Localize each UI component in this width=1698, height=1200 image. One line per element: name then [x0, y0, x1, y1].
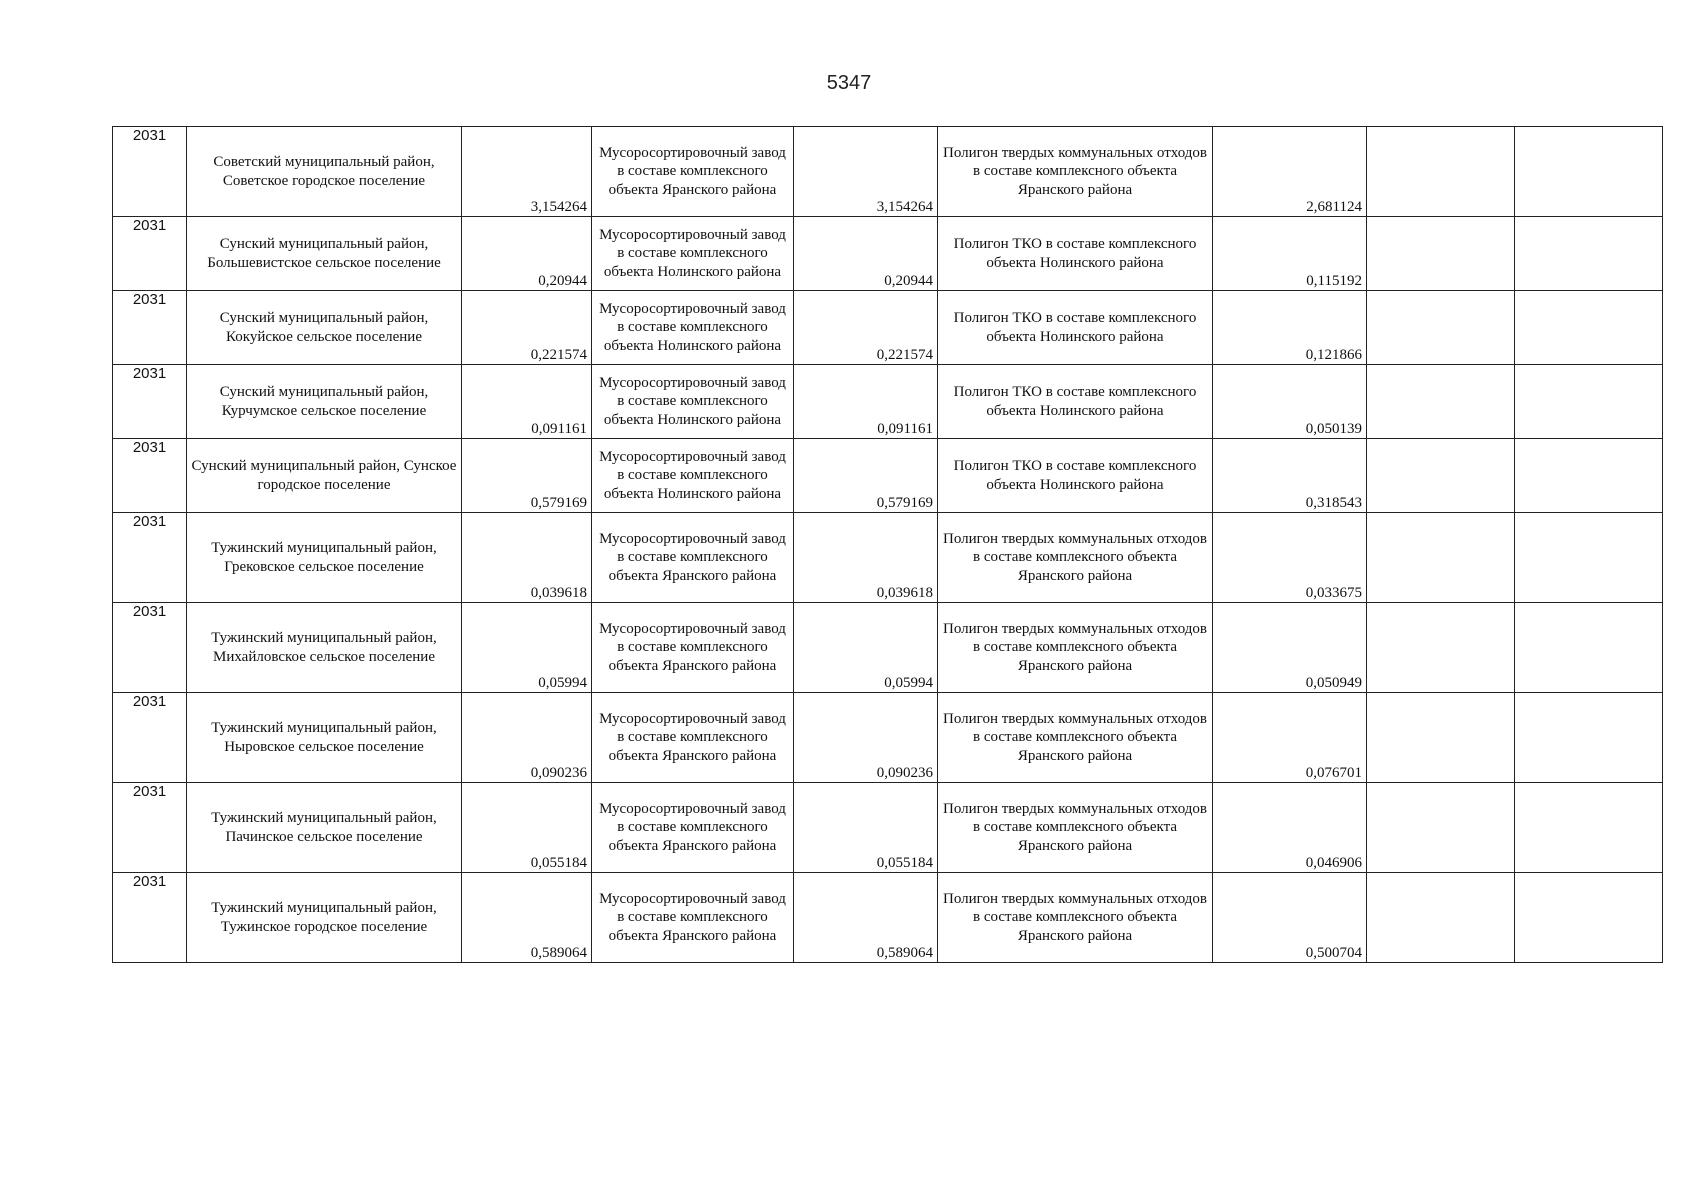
municipality-cell: Тужинский муниципальный район, Тужинское городское поселение: [187, 873, 462, 963]
volume-received-cell: 0,055184: [794, 783, 938, 873]
empty-cell: [1515, 513, 1663, 603]
year-cell: 2031: [113, 603, 187, 693]
empty-cell: [1515, 439, 1663, 513]
empty-cell: [1367, 127, 1515, 217]
volume-received-cell: 3,154264: [794, 127, 938, 217]
sorting-facility-cell: Мусоросортировочный завод в составе комплексного объекта Яранского района: [592, 693, 794, 783]
municipality-cell: Сунский муниципальный район, Курчумское сельское поселение: [187, 365, 462, 439]
year-cell: 2031: [113, 783, 187, 873]
waste-flow-table: [112, 126, 1663, 963]
empty-cell: [1367, 783, 1515, 873]
sorting-facility-cell: Мусоросортировочный завод в составе комплексного объекта Яранского района: [592, 783, 794, 873]
volume-landfill-cell: 2,681124: [1213, 127, 1367, 217]
landfill-facility-cell: Полигон твердых коммунальных отходов в составе комплексного объекта Яранского района: [938, 873, 1213, 963]
municipality-cell: Советский муниципальный район, Советское городское поселение: [187, 127, 462, 217]
year-cell: 2031: [113, 365, 187, 439]
sorting-facility-cell: Мусоросортировочный завод в составе комплексного объекта Нолинского района: [592, 439, 794, 513]
table-row: [113, 873, 1663, 963]
sorting-facility-cell: Мусоросортировочный завод в составе комплексного объекта Нолинского района: [592, 291, 794, 365]
municipality-cell: Тужинский муниципальный район, Грековское сельское поселение: [187, 513, 462, 603]
empty-cell: [1367, 873, 1515, 963]
table-row: [113, 603, 1663, 693]
table-row: [113, 693, 1663, 783]
volume-landfill-cell: 0,318543: [1213, 439, 1367, 513]
table-row: [113, 291, 1663, 365]
year-cell: 2031: [113, 873, 187, 963]
volume-sorting-cell: 0,039618: [462, 513, 592, 603]
municipality-cell: Сунский муниципальный район, Большевистское сельское поселение: [187, 217, 462, 291]
volume-landfill-cell: 0,076701: [1213, 693, 1367, 783]
sorting-facility-cell: Мусоросортировочный завод в составе комплексного объекта Яранского района: [592, 873, 794, 963]
table-row: [113, 439, 1663, 513]
year-cell: 2031: [113, 693, 187, 783]
municipality-cell: Сунский муниципальный район, Сунское городское поселение: [187, 439, 462, 513]
volume-landfill-cell: 0,121866: [1213, 291, 1367, 365]
volume-received-cell: 0,091161: [794, 365, 938, 439]
empty-cell: [1515, 291, 1663, 365]
municipality-cell: Тужинский муниципальный район, Ныровское сельское поселение: [187, 693, 462, 783]
volume-sorting-cell: 0,589064: [462, 873, 592, 963]
volume-received-cell: 0,039618: [794, 513, 938, 603]
volume-landfill-cell: 0,500704: [1213, 873, 1367, 963]
volume-sorting-cell: 0,579169: [462, 439, 592, 513]
empty-cell: [1515, 783, 1663, 873]
sorting-facility-cell: Мусоросортировочный завод в составе комплексного объекта Яранского района: [592, 603, 794, 693]
landfill-facility-cell: Полигон ТКО в составе комплексного объекта Нолинского района: [938, 291, 1213, 365]
volume-landfill-cell: 0,033675: [1213, 513, 1367, 603]
landfill-facility-cell: Полигон твердых коммунальных отходов в составе комплексного объекта Яранского района: [938, 693, 1213, 783]
volume-landfill-cell: 0,115192: [1213, 217, 1367, 291]
volume-sorting-cell: 0,091161: [462, 365, 592, 439]
landfill-facility-cell: Полигон твердых коммунальных отходов в составе комплексного объекта Яранского района: [938, 783, 1213, 873]
empty-cell: [1367, 439, 1515, 513]
empty-cell: [1515, 365, 1663, 439]
volume-sorting-cell: 0,090236: [462, 693, 592, 783]
volume-received-cell: 0,20944: [794, 217, 938, 291]
empty-cell: [1367, 365, 1515, 439]
volume-received-cell: 0,221574: [794, 291, 938, 365]
page-number: 5347: [826, 72, 872, 94]
volume-landfill-cell: 0,050139: [1213, 365, 1367, 439]
empty-cell: [1367, 291, 1515, 365]
volume-sorting-cell: 0,05994: [462, 603, 592, 693]
empty-cell: [1515, 873, 1663, 963]
empty-cell: [1367, 217, 1515, 291]
empty-cell: [1367, 603, 1515, 693]
year-cell: 2031: [113, 291, 187, 365]
volume-sorting-cell: 0,221574: [462, 291, 592, 365]
empty-cell: [1515, 603, 1663, 693]
table-body: [113, 127, 1663, 963]
sorting-facility-cell: Мусоросортировочный завод в составе комплексного объекта Нолинского района: [592, 217, 794, 291]
empty-cell: [1515, 127, 1663, 217]
volume-landfill-cell: 0,046906: [1213, 783, 1367, 873]
volume-sorting-cell: 0,20944: [462, 217, 592, 291]
volume-received-cell: 0,05994: [794, 603, 938, 693]
landfill-facility-cell: Полигон твердых коммунальных отходов в составе комплексного объекта Яранского района: [938, 127, 1213, 217]
sorting-facility-cell: Мусоросортировочный завод в составе комплексного объекта Яранского района: [592, 513, 794, 603]
year-cell: 2031: [113, 127, 187, 217]
landfill-facility-cell: Полигон твердых коммунальных отходов в составе комплексного объекта Яранского района: [938, 513, 1213, 603]
municipality-cell: Тужинский муниципальный район, Михайловское сельское поселение: [187, 603, 462, 693]
sorting-facility-cell: Мусоросортировочный завод в составе комплексного объекта Нолинского района: [592, 365, 794, 439]
table-row: [113, 217, 1663, 291]
volume-received-cell: 0,589064: [794, 873, 938, 963]
volume-received-cell: 0,579169: [794, 439, 938, 513]
empty-cell: [1515, 693, 1663, 783]
sorting-facility-cell: Мусоросортировочный завод в составе комплексного объекта Яранского района: [592, 127, 794, 217]
landfill-facility-cell: Полигон ТКО в составе комплексного объекта Нолинского района: [938, 439, 1213, 513]
volume-received-cell: 0,090236: [794, 693, 938, 783]
table-row: [113, 365, 1663, 439]
volume-landfill-cell: 0,050949: [1213, 603, 1367, 693]
empty-cell: [1367, 513, 1515, 603]
volume-sorting-cell: 0,055184: [462, 783, 592, 873]
table-row: [113, 127, 1663, 217]
landfill-facility-cell: Полигон ТКО в составе комплексного объекта Нолинского района: [938, 217, 1213, 291]
volume-sorting-cell: 3,154264: [462, 127, 592, 217]
landfill-facility-cell: Полигон ТКО в составе комплексного объекта Нолинского района: [938, 365, 1213, 439]
table-row: [113, 513, 1663, 603]
municipality-cell: Тужинский муниципальный район, Пачинское сельское поселение: [187, 783, 462, 873]
year-cell: 2031: [113, 217, 187, 291]
table-row: [113, 783, 1663, 873]
empty-cell: [1515, 217, 1663, 291]
year-cell: 2031: [113, 439, 187, 513]
year-cell: 2031: [113, 513, 187, 603]
landfill-facility-cell: Полигон твердых коммунальных отходов в составе комплексного объекта Яранского района: [938, 603, 1213, 693]
empty-cell: [1367, 693, 1515, 783]
municipality-cell: Сунский муниципальный район, Кокуйское сельское поселение: [187, 291, 462, 365]
